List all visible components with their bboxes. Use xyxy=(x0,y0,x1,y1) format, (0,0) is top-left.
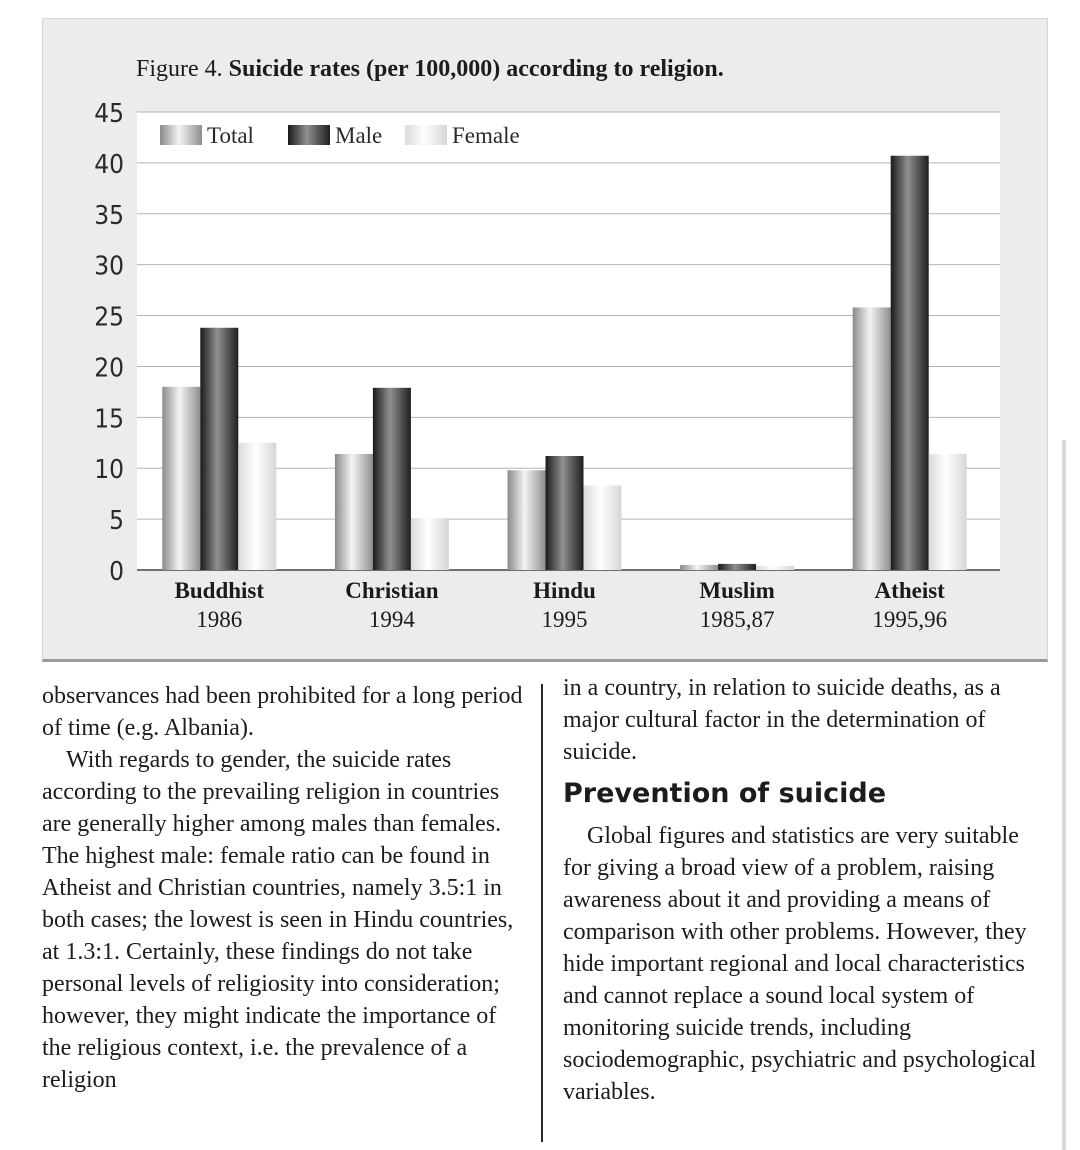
x-tick-label: Christian xyxy=(345,578,439,603)
left-column xyxy=(42,680,524,1096)
legend-label-total: Total xyxy=(207,123,254,148)
y-tick-label: 5 xyxy=(109,506,124,537)
bar-female-buddhist xyxy=(238,443,276,570)
y-tick-label: 20 xyxy=(94,353,124,384)
legend-swatch-total xyxy=(160,125,202,145)
legend-label-male: Male xyxy=(335,123,383,148)
x-tick-year-label: 1994 xyxy=(368,607,415,632)
right-body-paragraph: Global figures and statistics are very suitable for giving a broad view of a problem, raising awareness about it and providing a means of comparison with other problems. However, they hide important regional and local characteristics and cannot replace a sound local system of monitoring suicide trends, including sociodemographic, psychiatric and psychological variables. xyxy=(563,823,1037,1105)
bar-total-christian xyxy=(335,454,373,570)
bar-female-atheist xyxy=(929,454,967,570)
y-tick-label: 30 xyxy=(94,251,124,282)
x-tick-year-label: 1985,87 xyxy=(699,607,775,632)
page-edge-strip xyxy=(1062,440,1066,1150)
bar-male-atheist xyxy=(891,156,929,570)
y-tick-label: 0 xyxy=(109,557,124,587)
bar-total-hindu xyxy=(508,470,546,570)
legend-swatch-male xyxy=(288,125,330,145)
x-tick-label: Buddhist xyxy=(174,578,265,603)
bar-male-hindu xyxy=(546,456,584,570)
x-tick-label: Muslim xyxy=(699,578,775,603)
y-tick-label: 15 xyxy=(94,404,124,435)
bar-male-buddhist xyxy=(200,328,238,570)
column-divider xyxy=(541,684,543,1142)
x-tick-label: Atheist xyxy=(874,578,945,603)
legend-swatch-female xyxy=(405,125,447,145)
x-tick-year-label: 1995 xyxy=(541,607,588,632)
y-tick-label: 25 xyxy=(94,302,124,333)
bar-female-christian xyxy=(411,518,449,570)
left-paragraph-1: observances had been prohibited for a long period of time (e.g. Albania). xyxy=(42,683,523,741)
legend-label-female: Female xyxy=(452,123,520,148)
bar-male-christian xyxy=(373,388,411,570)
bar-female-muslim xyxy=(756,566,794,570)
right-intro-paragraph: in a country, in relation to suicide deaths, as a major cultural factor in the determination of suicide. xyxy=(563,675,1001,765)
figure-label: Figure 4. xyxy=(136,56,223,82)
section-heading: Prevention of suicide xyxy=(563,778,887,809)
x-tick-year-label: 1986 xyxy=(196,607,243,632)
y-tick-label: 45 xyxy=(94,99,124,129)
x-tick-year-label: 1995,96 xyxy=(872,607,948,632)
bar-male-muslim xyxy=(718,564,756,570)
right-column xyxy=(563,672,1045,1108)
y-tick-label: 40 xyxy=(94,149,124,180)
bar-total-atheist xyxy=(853,307,891,570)
x-tick-label: Hindu xyxy=(533,578,596,603)
bar-female-hindu xyxy=(584,486,622,570)
left-paragraph-2: With regards to gender, the suicide rates according to the prevailing religion in countries are generally higher among males than females. The highest male: female ratio can be found in Atheist and Christian countries, namely 3.5:1 in both cases; the lowest is seen in Hindu countries, at 1.3:1. Certainly, these findings do not take personal levels of religiosity into consideration; however, they might indicate the importance of the religious context, i.e. the prevalence of a religion xyxy=(42,747,514,1093)
bar-total-muslim xyxy=(680,565,718,570)
y-tick-label: 10 xyxy=(94,455,124,486)
figure-title-text: Suicide rates (per 100,000) according to religion. xyxy=(228,56,724,82)
y-tick-label: 35 xyxy=(94,200,124,231)
bar-total-buddhist xyxy=(162,387,200,570)
